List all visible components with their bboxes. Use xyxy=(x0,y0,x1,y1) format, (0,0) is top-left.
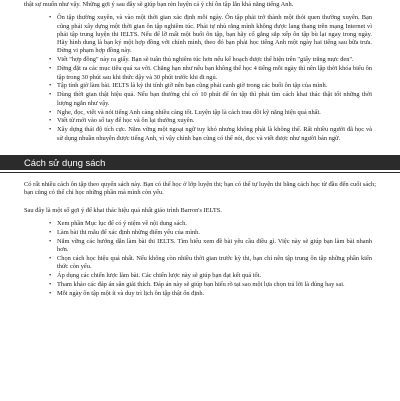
bullet-icon: • xyxy=(49,289,52,297)
list-item-text: Mỗi ngày ôn tập một ít và duy trì lịch ôn tập thật ổn định. xyxy=(57,289,205,297)
list-item xyxy=(49,126,376,143)
list-item xyxy=(49,108,376,117)
bullet-icon: • xyxy=(49,56,52,64)
bullet-icon: • xyxy=(49,117,52,125)
list-item-text: Viết "hợp đồng" này ra giấy. Bạn sẽ tuân thủ nghiêm túc hơn nếu kế hoạch được thể hiện trên "giấy trắng mực đen". xyxy=(57,56,354,64)
list-item xyxy=(49,82,376,90)
list-item xyxy=(49,65,376,82)
list-item-text: Chọn cách học hiệu quả nhất. Nếu không còn nhiều thời gian trước kỳ thi, bạn chỉ nên tập trung ôn tập những phần kiến thức còn yếu. xyxy=(57,254,372,271)
bullet-icon: • xyxy=(49,271,52,279)
list-item-text: Tập tính giờ làm bài. IELTS là kỳ thi tính giờ nên bạn cũng phải canh giờ trong các buổi ôn tập của mình. xyxy=(57,82,328,90)
list-item xyxy=(49,237,376,255)
bullet-icon: • xyxy=(49,280,52,288)
usage-guide-list xyxy=(24,220,376,298)
section-divider xyxy=(0,172,400,173)
list-item xyxy=(49,280,376,289)
list-item-text: Áp dụng các chiến lược làm bài. Các chiến lược này sẽ giúp bạn đạt kết quả tốt. xyxy=(57,271,262,279)
bullet-icon: • xyxy=(49,82,52,90)
bullet-icon: • xyxy=(49,14,52,22)
bullet-icon: • xyxy=(49,237,52,245)
list-item xyxy=(49,219,376,228)
list-item-text: Dùng thời gian thật hiệu quả. Nếu bạn thường chỉ có 10 phút để ôn tập thì phải tìm cách khai thác thật tốt những thời lượng ngắn như vậy. xyxy=(57,91,372,107)
bullet-icon: • xyxy=(49,65,52,73)
list-item-text: Viết từ mới vào sổ tay để học và ôn lại thường xuyên. xyxy=(57,117,195,125)
bullet-icon: • xyxy=(49,91,52,99)
intro-paragraph-tail: thật sự muốn như vậy. Những gợi ý sau đây sẽ giúp bạn rèn luyện cả ý chí ôn tập lẫn khả năng tiếng Anh. xyxy=(24,1,294,8)
list-item xyxy=(49,228,376,237)
bullet-icon: • xyxy=(49,126,52,134)
list-item-text: Làm bài thi mẫu để xác định những điểm yếu của mình. xyxy=(57,228,200,236)
list-item xyxy=(49,271,376,280)
guide-intro: Sau đây là một số gợi ý để khai thác hiệu quả nhất giáo trình Barron's IELTS. xyxy=(24,206,222,214)
list-item-text: Nắm vững các hướng dẫn làm bài thi IELTS. Tìm hiểu xem đề bài yêu cầu điều gì. Việc này sẽ giúp bạn làm bài nhanh hơn. xyxy=(57,237,372,253)
bullet-icon: • xyxy=(49,254,52,262)
bullet-icon: • xyxy=(49,228,52,236)
list-item xyxy=(49,56,376,64)
list-item-text: Ôn tập thường xuyên, và vào một thời gian xác định mỗi ngày. Ôn tập phải trở thành một thói quen thường xuyên. Bạn cũng phải xây dựng một thời gian ôn tập nghiêm túc. Phải tự nhủ rằng mình không được lang thang trên mạng Internet vì phải tập trung luyện thi IELTS. Nếu để lỡ mất một buổi ôn tập, bạn hãy cố gắng sắp xếp ôn tập bù lại ngay trong ngày. Hãy hình dung là bạn ký một hợp đồng với chính mình, theo đó bạn phải học tiếng Anh một ngày hai tiếng sau bữa trưa. Đừng vi phạm hợp đồng này. xyxy=(57,14,372,55)
document-page xyxy=(0,1,400,401)
list-item xyxy=(49,117,376,125)
section-paragraph: Có rất nhiều cách ôn tập theo quyển sách này. Bạn có thể học ở lớp luyện thi; bạn có thể tự luyện thi bằng cách học từ đầu đến cuối sách; bạn cũng có thể chỉ học những phần mà mình còn yếu. xyxy=(24,180,376,197)
section-title: Cách sử dụng sách xyxy=(24,156,106,168)
list-item-text: Tham khảo các đáp án sẵn giải thích. Đáp án này sẽ giúp bạn hiểu rõ tại sao một lựa chọn trả lời là đúng hay sai. xyxy=(57,280,345,288)
section-heading-banner xyxy=(0,155,400,170)
list-item xyxy=(49,254,376,272)
list-item xyxy=(49,289,376,298)
list-item-text: Dừng đặt ra các mục tiêu quá xa vời. Chẳng hạn như nếu bạn không thể học 4 tiếng mỗi ngày thì nên lập thời khóa biểu ôn tập trong 30 phút sau khi thức dậy và 30 phút trước khi đi ngủ. xyxy=(57,65,372,81)
study-tips-list xyxy=(24,14,376,143)
list-item-text: Xem phần Mục lục để có ý niệm về nội dung sách. xyxy=(57,219,187,227)
list-item-text: Nghe, đọc, viết và nói tiếng Anh càng nhiều càng tốt. Luyện tập là cách trau dồi kỹ năng hiệu quả nhất. xyxy=(57,108,321,116)
list-item xyxy=(49,91,376,108)
bullet-icon: • xyxy=(49,108,52,116)
list-item-text: Xây dựng thái độ tích cực. Nằm vững một ngoại ngữ tuy khó nhưng không phải là không thể. Rất nhiều người đã học và sử dụng nhuần nhuyễn được tiếng Anh, vì vậy chính bạn cũng có thể nói, đọc và viết được như người bản ngữ. xyxy=(57,126,372,142)
bullet-icon: • xyxy=(49,219,52,227)
list-item xyxy=(49,14,376,55)
